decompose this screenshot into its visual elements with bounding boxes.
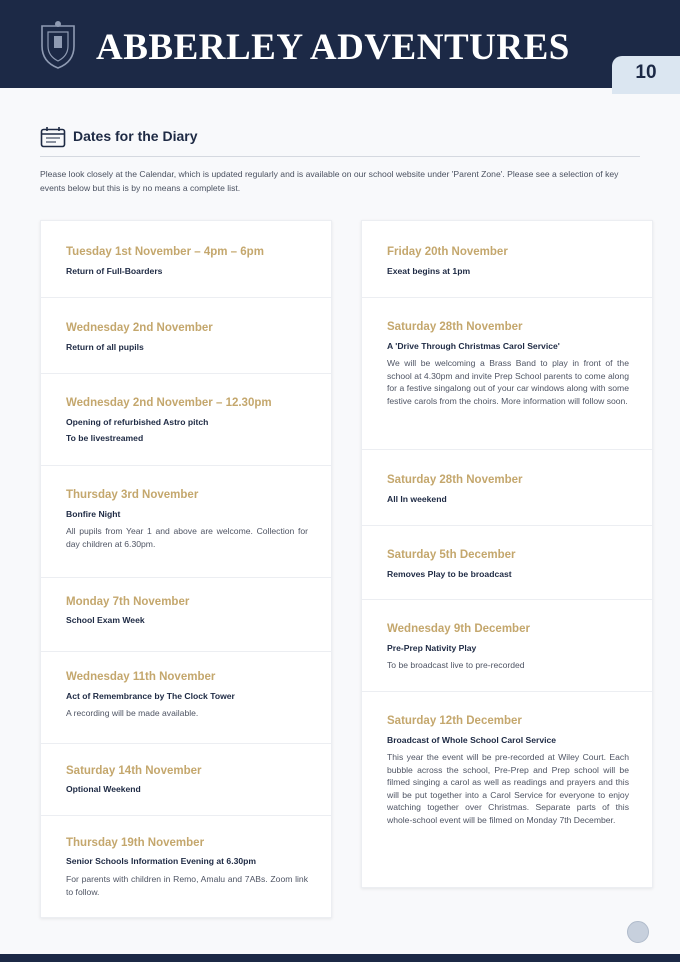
event-date: Saturday 28th November (387, 321, 523, 333)
event-note: A recording will be made available. (66, 708, 199, 718)
right-events-column (361, 220, 653, 888)
event-date: Monday 7th November (66, 596, 190, 608)
event-card (41, 577, 331, 652)
event-date: Wednesday 9th December (387, 623, 530, 635)
event-title: Removes Play to be broadcast (387, 569, 512, 579)
left-events-column (40, 220, 332, 918)
event-card (41, 221, 331, 298)
event-note: This year the event will be pre-recorded at Wiley Court. Each bubble across the school, Pre-Prep and Prep school will be filmed singing a carol as well as readings and prayers and this will be put together into a Carol Service for everyone to enjoy watching together over Christmas. Separate parts of this whole-school event will be filmed on Monday 7th December. (387, 752, 629, 825)
event-note: For parents with children in Remo, Amalu and 7ABs. Zoom link to follow. (66, 874, 308, 897)
event-date: Saturday 12th December (387, 715, 522, 727)
event-title: School Exam Week (66, 615, 145, 625)
event-card (362, 449, 652, 526)
event-note: We will be welcoming a Brass Band to play in front of the school at 4.30pm and invite Prep School parents to come along for a festive singalong out of your car windows along with some festive carols from the choirs. More information will follow soon. (387, 358, 629, 406)
event-title: Bonfire Night (66, 509, 121, 519)
event-date: Thursday 3rd November (66, 489, 199, 501)
section-title: Dates for the Diary (73, 128, 198, 144)
event-card (362, 525, 652, 600)
event-card (362, 297, 652, 450)
event-date: Wednesday 11th November (66, 671, 216, 683)
school-crest-icon (38, 20, 78, 70)
event-title: Senior Schools Information Evening at 6.30pm (66, 856, 257, 866)
event-card (362, 221, 652, 298)
event-date: Saturday 28th November (387, 474, 523, 486)
event-note: All pupils from Year 1 and above are welcome. Collection for day children at 6.30pm. (66, 526, 308, 549)
event-title: Act of Remembrance by The Clock Tower (66, 691, 235, 701)
event-card (362, 599, 652, 692)
event-date: Wednesday 2nd November – 12.30pm (66, 397, 272, 409)
event-date: Friday 20th November (387, 246, 508, 258)
event-date: Tuesday 1st November – 4pm – 6pm (66, 246, 264, 258)
event-title: Exeat begins at 1pm (387, 266, 471, 276)
event-title: Pre-Prep Nativity Play (387, 643, 477, 653)
event-card (41, 743, 331, 816)
calendar-icon (40, 126, 66, 148)
event-card (41, 651, 331, 744)
event-note: To be broadcast live to pre-recorded (387, 660, 525, 670)
event-date: Saturday 14th November (66, 765, 202, 777)
event-card (41, 373, 331, 466)
event-card (41, 297, 331, 374)
page-number: 10 (635, 62, 657, 83)
event-title: Return of Full-Boarders (66, 266, 163, 276)
section-header (40, 124, 640, 157)
event-title: All In weekend (387, 494, 447, 504)
event-title: A 'Drive Through Christmas Carol Service' (387, 341, 560, 351)
event-card (41, 465, 331, 578)
intro-paragraph: Please look closely at the Calendar, which is updated regularly and is available on our school website under 'Parent Zone'. Please see a selection of key events below but this is by no means a complete list. (40, 169, 619, 193)
event-date: Saturday 5th December (387, 549, 516, 561)
event-title: Return of all pupils (66, 342, 144, 352)
footer-bar (0, 954, 680, 962)
event-date: Wednesday 2nd November (66, 322, 213, 334)
event-card (41, 815, 331, 917)
magazine-title: ABBERLEY ADVENTURES (96, 27, 570, 68)
page-header (0, 0, 680, 88)
event-card (362, 691, 652, 887)
page-indicator-dot (627, 921, 649, 943)
event-subtitle: To be livestreamed (66, 433, 144, 443)
event-title: Opening of refurbished Astro pitch (66, 417, 209, 427)
event-date: Thursday 19th November (66, 837, 205, 849)
event-title: Optional Weekend (66, 784, 141, 794)
event-title: Broadcast of Whole School Carol Service (387, 735, 557, 745)
